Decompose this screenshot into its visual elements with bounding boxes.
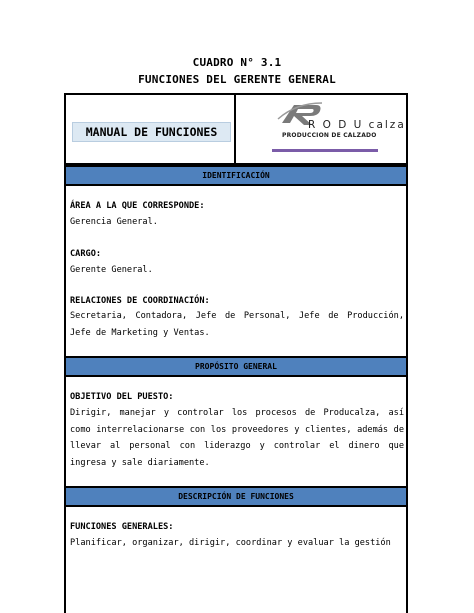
objetivo-value: Dirigir, manejar y controlar los procesos de Producalza, así como interrelacionarse con los proveedores y clientes, además de llevar al personal con liderazgo y controlar el dinero que ingresa y sale diariamente.	[70, 408, 404, 468]
document-subtitle: FUNCIONES DEL GERENTE GENERAL	[138, 73, 336, 86]
table-header-row	[66, 95, 406, 165]
cargo-value: Gerente General.	[70, 265, 153, 275]
relaciones-label: RELACIONES DE COORDINACIÓN:	[70, 296, 210, 306]
funciones-label: FUNCIONES GENERALES:	[70, 522, 174, 532]
logo-underline	[272, 149, 378, 152]
area-label: ÁREA A LA QUE CORRESPONDE:	[70, 201, 205, 211]
manual-title: MANUAL DE FUNCIONES	[72, 122, 231, 142]
section-proposito: PROPÓSITO GENERAL	[66, 356, 406, 377]
section-identificacion: IDENTIFICACIÓN	[66, 165, 406, 186]
area-value: Gerencia General.	[70, 217, 158, 227]
section-descripcion: DESCRIPCIÓN DE FUNCIONES	[66, 486, 406, 507]
logo-wordmark: R O D U calza	[308, 119, 406, 131]
objetivo-label: OBJETIVO DEL PUESTO:	[70, 392, 174, 402]
header-logo-cell	[236, 95, 406, 163]
cuadro-number: CUADRO N° 3.1	[192, 56, 282, 69]
header-title-cell	[66, 95, 236, 163]
logo-tagline: PRODUCCION DE CALZADO	[282, 132, 377, 139]
relaciones-value: Secretaria, Contadora, Jefe de Personal, Jefe de Producción, Jefe de Marketing y Ventas.	[70, 311, 404, 338]
cargo-label: CARGO:	[70, 249, 102, 259]
functions-table	[64, 93, 408, 613]
funciones-value: Planificar, organizar, dirigir, coordinar y evaluar la gestión	[70, 538, 391, 548]
